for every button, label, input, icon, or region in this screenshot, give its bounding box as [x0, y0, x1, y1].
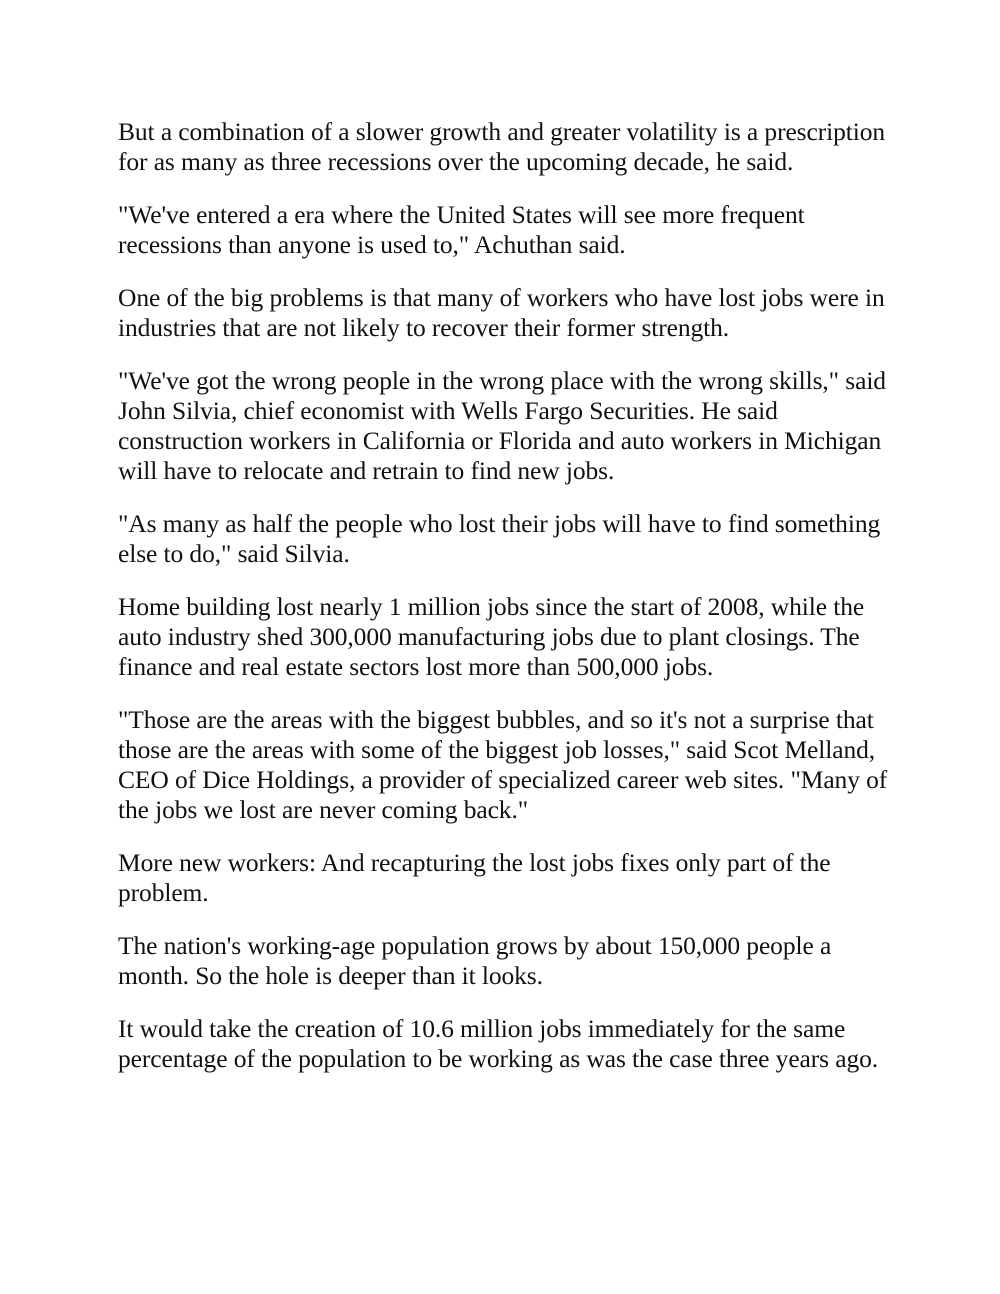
paragraph-8: More new workers: And recapturing the lost jobs fixes only part of the problem. — [118, 848, 831, 907]
paragraph-7: "Those are the areas with the biggest bubbles, and so it's not a surprise that those are the areas with some of the biggest job losses," said Scot Melland, CEO of Dice Holdings, a provider of specialized career web sites. "Many of the jobs we lost are never coming back." — [118, 705, 888, 824]
article-body — [118, 117, 890, 1097]
paragraph-1: But a combination of a slower growth and greater volatility is a prescription for as many as three recessions over the upcoming decade, he said. — [118, 117, 886, 176]
paragraph-9: The nation's working-age population grows by about 150,000 people a month. So the hole is deeper than it looks. — [118, 931, 832, 990]
paragraph-5: "As many as half the people who lost their jobs will have to find something else to do," said Silvia. — [118, 509, 881, 568]
paragraph-4: "We've got the wrong people in the wrong place with the wrong skills," said John Silvia, chief economist with Wells Fargo Securities. He said construction workers in California or Florida and auto workers in Michigan will have to relocate and retrain to find new jobs. — [118, 366, 886, 485]
paragraph-3: One of the big problems is that many of workers who have lost jobs were in industries that are not likely to recover their former strength. — [118, 283, 885, 342]
paragraph-6: Home building lost nearly 1 million jobs since the start of 2008, while the auto industry shed 300,000 manufacturing jobs due to plant closings. The finance and real estate sectors lost more than 500,000 jobs. — [118, 592, 865, 681]
paragraph-2: "We've entered a era where the United States will see more frequent recessions than anyone is used to," Achuthan said. — [118, 200, 805, 259]
paragraph-10: It would take the creation of 10.6 million jobs immediately for the same percentage of the population to be working as was the case three years ago. — [118, 1014, 879, 1073]
